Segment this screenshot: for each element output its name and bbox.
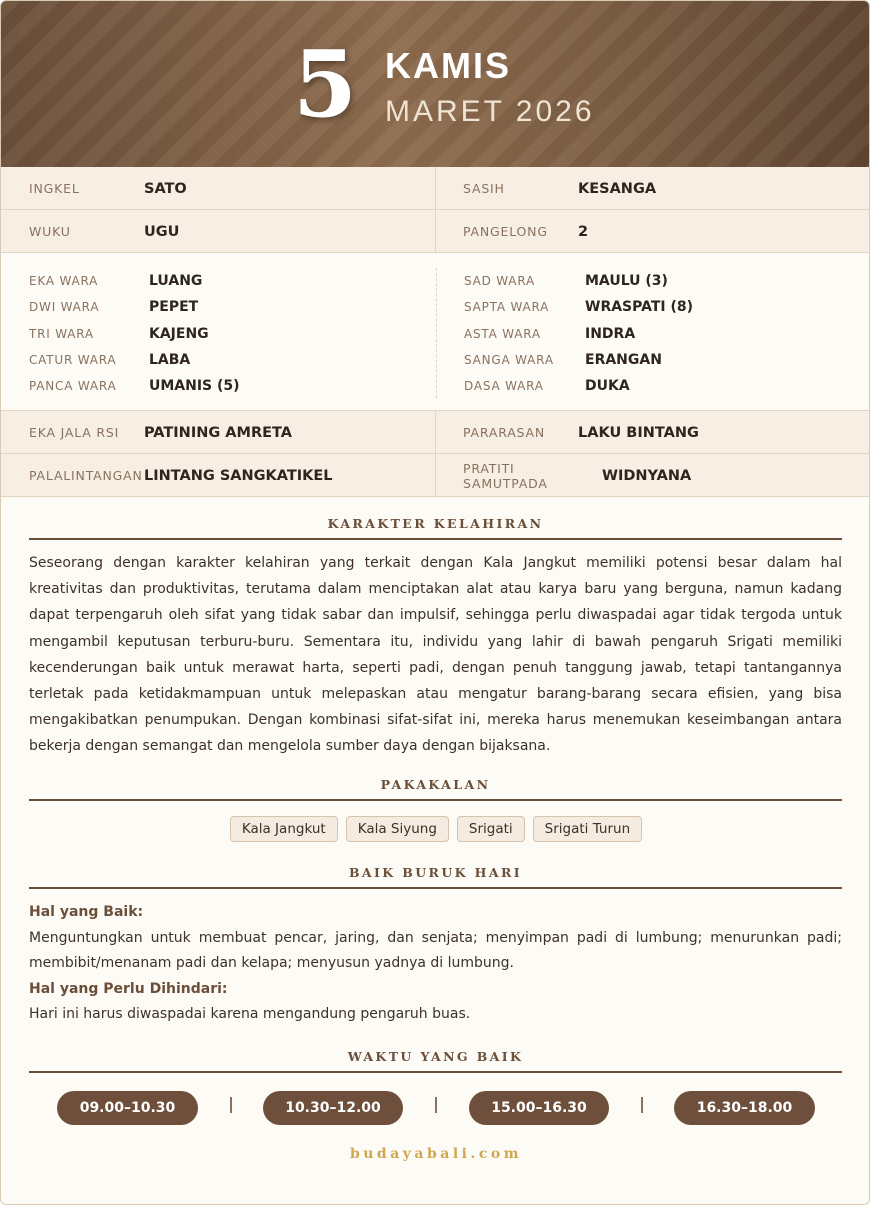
sasih-value: KESANGA bbox=[578, 180, 657, 197]
wara-label: CATUR WARA bbox=[29, 353, 117, 368]
time-slot: 15.00–16.30 bbox=[469, 1091, 609, 1125]
wara-label: SANGA WARA bbox=[464, 353, 554, 368]
pangelong-value: 2 bbox=[578, 223, 589, 240]
baik-buruk-title: BAIK BURUK HARI bbox=[29, 865, 842, 889]
wuku-value: UGU bbox=[144, 223, 180, 240]
wara-value: WRASPATI (8) bbox=[585, 299, 694, 316]
wara-row bbox=[29, 321, 240, 347]
slot-divider bbox=[435, 1097, 437, 1113]
pakakalan-tags bbox=[1, 816, 870, 842]
slot-divider bbox=[230, 1097, 232, 1113]
sasih-label: SASIH bbox=[463, 181, 505, 196]
wara-label: DASA WARA bbox=[464, 379, 544, 394]
wara-value: LUANG bbox=[149, 273, 203, 290]
wara-row bbox=[464, 321, 693, 347]
wuku-label: WUKU bbox=[29, 224, 71, 239]
eka-jala-rsi-label: EKA JALA RSI bbox=[29, 425, 120, 440]
pratiti-samutpada-value: WIDNYANA bbox=[602, 467, 692, 484]
wara-value: MAULU (3) bbox=[585, 273, 668, 290]
time-slot: 10.30–12.00 bbox=[263, 1091, 403, 1125]
good-heading: Hal yang Baik: bbox=[29, 904, 144, 920]
wara-value: INDRA bbox=[585, 325, 636, 342]
day-number: 5 bbox=[293, 30, 358, 138]
wara-table bbox=[1, 254, 870, 411]
wara-row bbox=[29, 373, 240, 399]
wara-divider bbox=[436, 268, 437, 398]
karakter-title: KARAKTER KELAHIRAN bbox=[29, 516, 842, 540]
info-row-wuku bbox=[1, 210, 870, 253]
pakakalan-tag: Kala Jangkut bbox=[230, 816, 338, 842]
pakakalan-tag: Srigati bbox=[457, 816, 525, 842]
wara-value: KAJENG bbox=[149, 325, 209, 342]
pakakalan-title: PAKAKALAN bbox=[29, 777, 842, 801]
good-text: Menguntungkan untuk membuat pencar, jaring, dan senjata; menyimpan padi di lumbung; menurunkan padi; membibit/menanam padi dan kelapa; menyusun yadnya di lumbung. bbox=[29, 929, 842, 972]
time-slot: 16.30–18.00 bbox=[674, 1091, 815, 1125]
wara-row bbox=[29, 294, 240, 320]
site-footer: budayabali.com bbox=[349, 1146, 523, 1162]
wara-label: PANCA WARA bbox=[29, 379, 117, 394]
karakter-text: Seseorang dengan karakter kelahiran yang terkait dengan Kala Jangkut memiliki potensi besar dalam hal kreativitas dan produktivitas, terutama dalam menciptakan alat atau karya baru yang berguna, namun kadang dapat terpengaruh oleh sifat yang tidak sabar dan impulsif, sehingga perlu diwaspadai agar tidak tergoda untuk mengambil keputusan terburu-buru. Sementara itu, individu yang lahir di bawah pengaruh Srigati memiliki kecenderungan baik untuk merawat harta, seperti padi, dengan penuh tanggung jawab, tetapi tantangannya terletak pada ketidakmampuan untuk melepaskan atau mengatur barang-barang secara efisien, yang bisa mengakibatkan penumpukan. Dengan kombinasi sifat-sifat ini, mereka harus menemukan keseimbangan antara bekerja dengan semangat dan mengelola sumber daya dengan bijaksana. bbox=[29, 555, 842, 755]
info-row-palalintangan bbox=[1, 454, 870, 497]
wara-value: DUKA bbox=[585, 378, 630, 395]
ingkel-value: SATO bbox=[144, 180, 187, 197]
wara-row bbox=[464, 373, 693, 399]
pakakalan-tag: Srigati Turun bbox=[533, 816, 642, 842]
wara-label: DWI WARA bbox=[29, 300, 100, 315]
wara-label: EKA WARA bbox=[29, 274, 99, 289]
date-header bbox=[1, 1, 870, 167]
waktu-slots bbox=[1, 1091, 870, 1127]
time-slot: 09.00–10.30 bbox=[57, 1091, 198, 1125]
day-name: KAMIS bbox=[385, 45, 511, 86]
wara-label: SAPTA WARA bbox=[464, 300, 550, 315]
wara-label: TRI WARA bbox=[29, 326, 94, 341]
wara-label: SAD WARA bbox=[464, 274, 535, 289]
wara-row bbox=[29, 268, 240, 294]
month-year: MARET 2026 bbox=[385, 95, 595, 128]
wara-row bbox=[464, 347, 693, 373]
wara-value: PEPET bbox=[149, 299, 199, 316]
wara-row bbox=[464, 294, 693, 320]
palalintangan-label: PALALINTANGAN bbox=[29, 468, 143, 483]
eka-jala-rsi-value: PATINING AMRETA bbox=[144, 424, 293, 441]
slot-divider bbox=[641, 1097, 643, 1113]
wara-value: LABA bbox=[149, 352, 191, 369]
pratiti-samutpada-label: PRATITI SAMUTPADA bbox=[463, 460, 548, 491]
wara-value: UMANIS (5) bbox=[149, 378, 240, 395]
wara-label: ASTA WARA bbox=[464, 326, 541, 341]
ingkel-label: INGKEL bbox=[29, 181, 80, 196]
pakakalan-tag: Kala Siyung bbox=[346, 816, 449, 842]
baik-buruk-content bbox=[29, 900, 842, 1028]
wara-left-column bbox=[29, 268, 240, 399]
wara-row bbox=[464, 268, 693, 294]
info-row-eka-jala-rsi bbox=[1, 411, 870, 454]
bad-heading: Hal yang Perlu Dihindari: bbox=[29, 980, 228, 997]
waktu-title: WAKTU YANG BAIK bbox=[29, 1049, 842, 1073]
bad-text: Hari ini harus diwaspadai karena mengandung pengaruh buas. bbox=[29, 1006, 471, 1023]
pangelong-label: PANGELONG bbox=[463, 224, 548, 239]
wara-right-column bbox=[464, 268, 693, 399]
wara-value: ERANGAN bbox=[585, 352, 662, 369]
palalintangan-value: LINTANG SANGKATIKEL bbox=[144, 467, 333, 484]
wara-row bbox=[29, 347, 240, 373]
info-row-ingkel bbox=[1, 167, 870, 210]
pararasan-label: PARARASAN bbox=[463, 425, 546, 440]
pararasan-value: LAKU BINTANG bbox=[578, 424, 699, 441]
